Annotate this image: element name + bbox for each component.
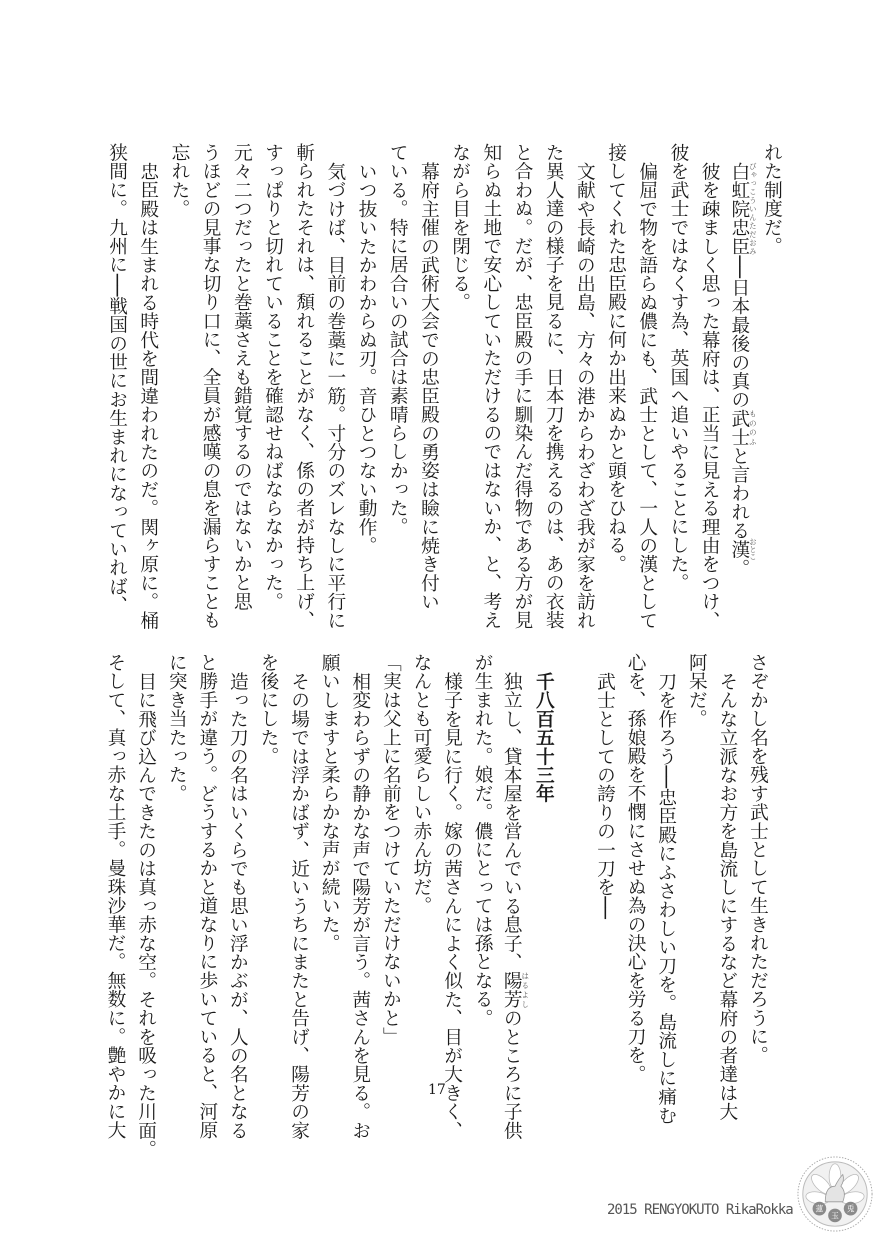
text-column <box>101 653 132 1140</box>
text-segment: すっぱりと切れていることを確認せねばならなかった。 <box>262 143 283 611</box>
text-column <box>351 143 382 618</box>
text-segment: ──日本最後の真の <box>728 255 750 409</box>
circle-logo-icon <box>796 1155 874 1233</box>
text-column <box>507 143 538 630</box>
text-segment: が生まれた。娘だ。儂にとっては孫となる。 <box>471 653 493 1027</box>
logo-char: 玉 <box>831 1211 839 1221</box>
page-number: 17 <box>428 1082 446 1098</box>
text-segment: れた制度だ。 <box>761 143 782 256</box>
text-column <box>223 653 254 1140</box>
text-column <box>468 653 499 1033</box>
text-segment: 文献や長崎の出島、方々の港からわざわざ我が家を訪れ <box>573 161 595 630</box>
text-column <box>663 143 694 618</box>
text-segment: ている。特に居合いの試合は素晴らしかった。 <box>386 143 408 536</box>
text-segment: を後にした。 <box>257 653 279 766</box>
text-column <box>590 653 621 1033</box>
text-column <box>285 653 316 1140</box>
text-column <box>320 143 351 630</box>
text-column <box>162 653 193 1033</box>
text-column <box>743 653 774 1065</box>
text-column <box>132 653 163 1158</box>
text-segment: 狭間に。九州に──戦国の世にお生まれになっていれば、 <box>106 143 128 615</box>
text-column <box>346 653 377 1140</box>
ruby-base: 漢 <box>728 537 750 561</box>
ruby-annotation <box>728 408 758 446</box>
ruby-base: 陽芳 <box>500 970 522 1009</box>
text-segment: 様子を見に行く。嫁の茜さんによく似た、目が大きく、 <box>441 671 463 1140</box>
ruby-base: 武士 <box>728 408 750 446</box>
text-column <box>632 143 663 630</box>
text-segment: さぞかし名を残す武士として生きれただろうに。 <box>747 653 768 1065</box>
text-column <box>195 143 226 630</box>
upper-text-block <box>102 143 788 630</box>
text-segment: 心を、孫娘殿を不憫にさせぬ為の決心を労る刀を。 <box>624 653 646 1084</box>
text-column <box>601 143 632 618</box>
text-column <box>227 143 258 618</box>
ruby-annotation <box>728 161 758 256</box>
text-segment: うほどの見事な切り口に、全員が感嘆の息を漏らすことも <box>199 143 221 630</box>
text-segment: 幕府主催の武術大会での忠臣殿の勇姿は瞼に焼き付い <box>417 161 439 611</box>
text-column <box>383 143 414 618</box>
text-segment: と言われる <box>728 446 750 540</box>
text-segment: なんとも可愛らしい赤ん坊だ。 <box>410 653 432 915</box>
ruby-reading: びゃっこういんただおみ <box>748 161 758 256</box>
ruby-annotation <box>728 537 758 561</box>
text-column <box>164 143 195 618</box>
text-column <box>414 143 445 618</box>
text-column <box>193 653 224 1140</box>
text-segment: 忠臣殿は生まれる時代を間違われたのだ。関ヶ原に。桶 <box>137 161 159 630</box>
copyright-footer: 2015 RENGYOKUTO RikaRokka <box>607 1202 793 1218</box>
text-column <box>713 653 744 1121</box>
text-column <box>376 653 407 1046</box>
text-segment: と勝手が違う。どうするかと道なりに歩いていると、河原 <box>196 653 218 1140</box>
text-segment: 気づけば、目前の巻藁に一筋。寸分のズレなしに平行に <box>324 161 346 630</box>
text-segment: 忘れた。 <box>168 143 190 218</box>
text-segment: 。 <box>728 558 750 577</box>
text-column <box>315 653 346 1033</box>
text-column <box>726 143 757 618</box>
text-segment: 相変わらずの静かな声で陽芳が言う。茜さんを見る。お <box>349 671 371 1140</box>
text-segment: た異人達の様子を見るに、日本刀を携えるのは、あの衣装 <box>542 143 564 630</box>
text-segment: 知らぬ土地で安心していただけるのではないか、と、考え <box>480 143 502 630</box>
text-column <box>254 653 285 1033</box>
text-column <box>289 143 320 630</box>
text-segment: 彼を疎ましく思った幕府は、正当に見える理由をつけ、 <box>698 161 720 630</box>
text-segment: 刀を作ろう──忠臣殿にふさわしい刀を。島流しに痛む <box>655 671 677 1125</box>
text-column <box>499 653 530 1140</box>
text-segment: 願いしますと柔らかな声が続いた。 <box>318 653 340 953</box>
text-column <box>694 143 725 630</box>
ruby-reading: おとこ <box>748 537 758 561</box>
section-heading <box>529 653 560 1033</box>
text-column <box>407 653 438 1033</box>
logo-char: 蓮 <box>815 1204 824 1214</box>
text-column <box>445 143 476 618</box>
text-segment: そんな立派なお方を島流しにするなど幕府の者達は大 <box>716 671 738 1121</box>
text-column <box>133 143 164 630</box>
logo-char: 兎 <box>846 1204 855 1214</box>
text-segment: そして、真っ赤な土手。曼珠沙華だ。無数に。艶やかに大 <box>104 653 126 1140</box>
text-segment: 独立し、貸本屋を営んでいる息子、 <box>500 671 522 971</box>
text-segment: 元々二つだったと巻藁さえも錯覚するのではないかと思 <box>230 143 252 611</box>
text-column <box>258 143 289 618</box>
text-column <box>539 143 570 630</box>
text-column <box>652 653 683 1125</box>
text-segment: 目に飛び込んできたのは真っ赤な空。それを吸った川面。 <box>135 671 157 1158</box>
text-segment: 武士としての誇りの一刀を── <box>594 671 616 919</box>
text-segment: ながら目を閉じる。 <box>449 143 471 312</box>
text-column <box>476 143 507 630</box>
text-segment: 造った刀の名はいくらでも思い浮かぶが、人の名となる <box>226 671 248 1140</box>
text-column <box>102 143 133 618</box>
text-segment: その場では浮かばず、近いうちにまたと告げ、陽芳の家 <box>288 671 310 1140</box>
text-segment: に突き当たった。 <box>165 653 187 803</box>
ruby-annotation <box>500 970 530 1009</box>
text-segment: 阿呆だ。 <box>685 653 707 728</box>
text-segment: と合わぬ。だが、忠臣殿の手に馴染んだ得物である方が見 <box>511 143 533 630</box>
text-segment: 彼を武士ではなくす為、英国へ追いやることにした。 <box>667 143 689 592</box>
ruby-base: 白虹院忠臣 <box>728 161 750 256</box>
text-column <box>621 653 652 1084</box>
text-segment: 「実は父上に名前をつけていただけないかと」 <box>379 653 401 1046</box>
text-segment: 偏屈で物を語らぬ儂にも、武士として、一人の漢として <box>636 161 658 630</box>
text-column <box>560 653 591 1033</box>
text-segment: 接してくれた忠臣殿に何か出来ぬかと頭をひねる。 <box>605 143 627 574</box>
text-column <box>757 143 788 618</box>
ruby-reading: もののふ <box>748 408 758 446</box>
text-segment: いつ抜いたかわからぬ刃。音ひとつない動作。 <box>355 161 377 555</box>
text-segment: 斬られたそれは、頽れることがなく、係の者が持ち上げ、 <box>293 143 315 630</box>
text-segment: 千八百五十三年 <box>532 671 554 803</box>
ruby-reading: はるよし <box>520 970 530 1009</box>
text-column <box>570 143 601 630</box>
text-column <box>682 653 713 1033</box>
text-segment: のところに子供 <box>500 1008 522 1140</box>
